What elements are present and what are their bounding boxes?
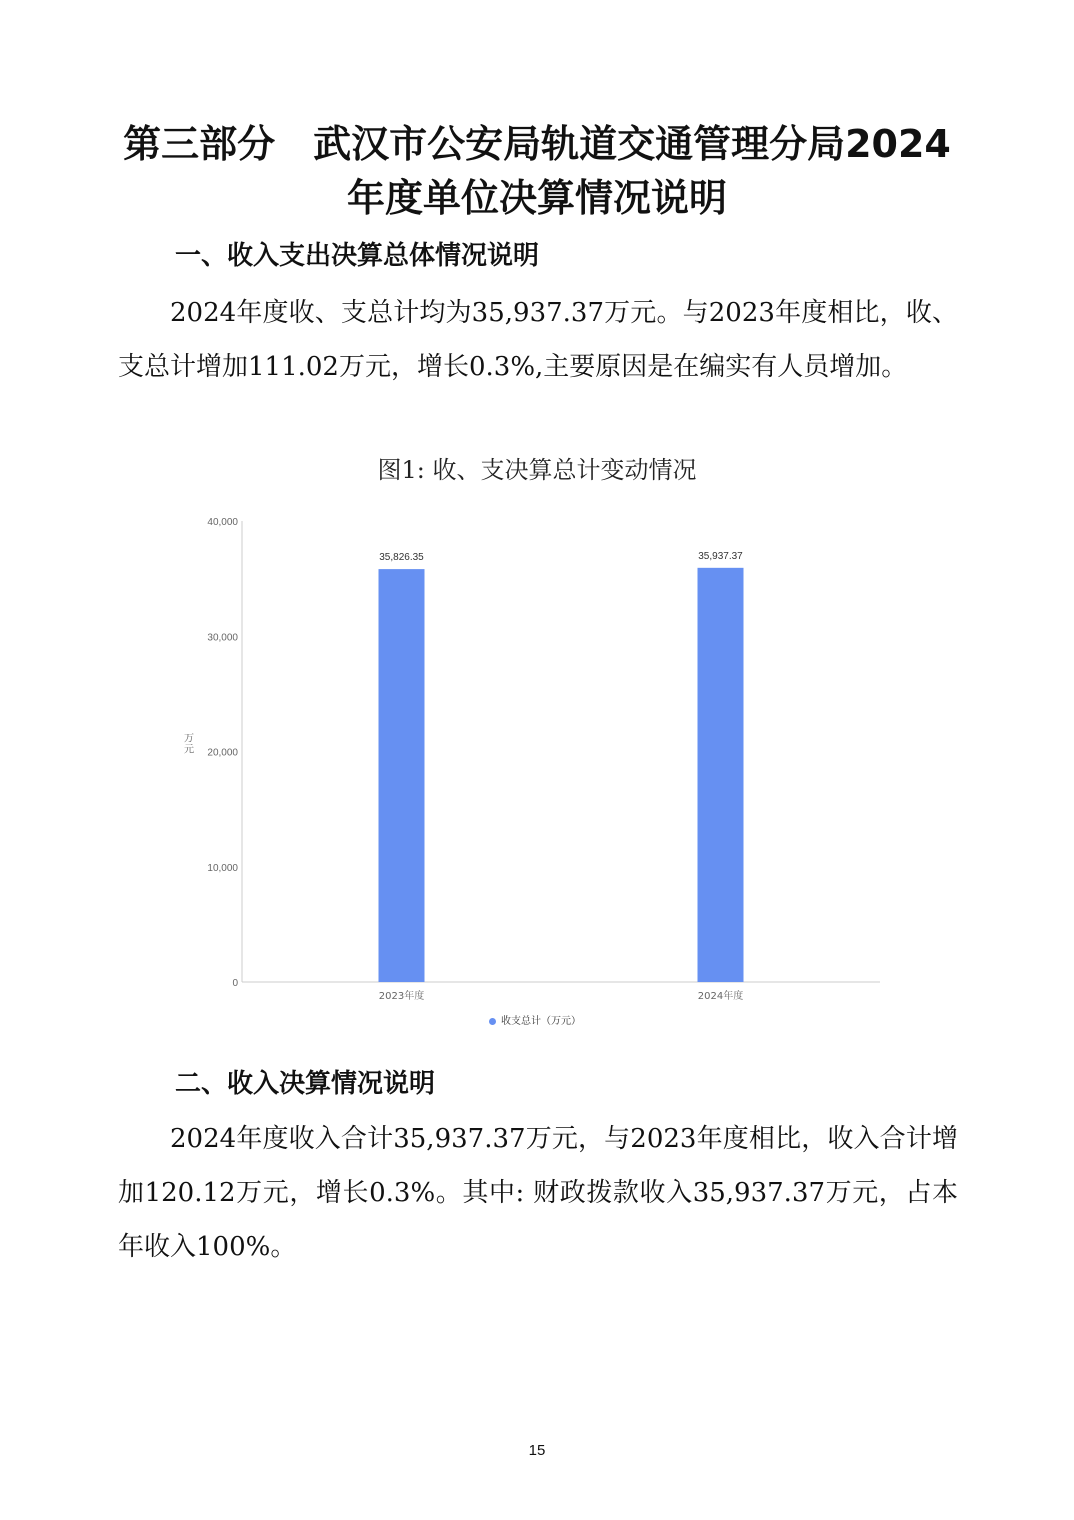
section-2-paragraph: 2024年度收入合计35,937.37万元，与2023年度相比，收入合计增加120.12万元，增长0.3%。其中: 财政拨款收入35,937.37万元，占本年收入100%。 [118,1124,958,1262]
x-tick-label: 2024年度 [697,991,744,1002]
y-tick-label: 30,000 [207,632,238,644]
y-tick-label: 40,000 [207,517,238,528]
bar-chart-svg [170,505,900,1005]
y-tick-label: 10,000 [207,862,238,874]
bar-data-label: 35,937.37 [698,550,743,562]
y-tick-label: 0 [232,978,238,989]
section-1-heading: 一、收入支出决算总体情况说明 [175,241,540,271]
bar-data-label: 35,826.35 [379,552,424,564]
section-2-heading: 二、收入决算情况说明 [175,1069,436,1099]
page-title-line-2: 年度单位决算情况说明 [346,176,727,220]
y-axis-label: 万元 [184,733,194,756]
y-tick-label: 20,000 [207,747,238,759]
page-number: 15 [528,1442,546,1459]
legend-swatch [489,1018,496,1025]
bar-1 [379,569,425,982]
page-title-line-1: 第三部分 武汉市公安局轨道交通管理分局2024 [123,122,951,166]
bar-chart [170,505,900,1045]
legend-label: 收支总计（万元） [501,1016,581,1027]
section-1-paragraph: 2024年度收、支总计均为35,937.37万元。与2023年度相比，收、支总计增加111.02万元，增长0.3%,主要原因是在编实有人员增加。 [118,298,958,382]
x-tick-label: 2023年度 [378,991,425,1002]
chart-legend [170,1012,900,1027]
figure-1-caption: 图1: 收、支决算总计变动情况 [377,456,697,484]
bar-2 [698,568,744,982]
